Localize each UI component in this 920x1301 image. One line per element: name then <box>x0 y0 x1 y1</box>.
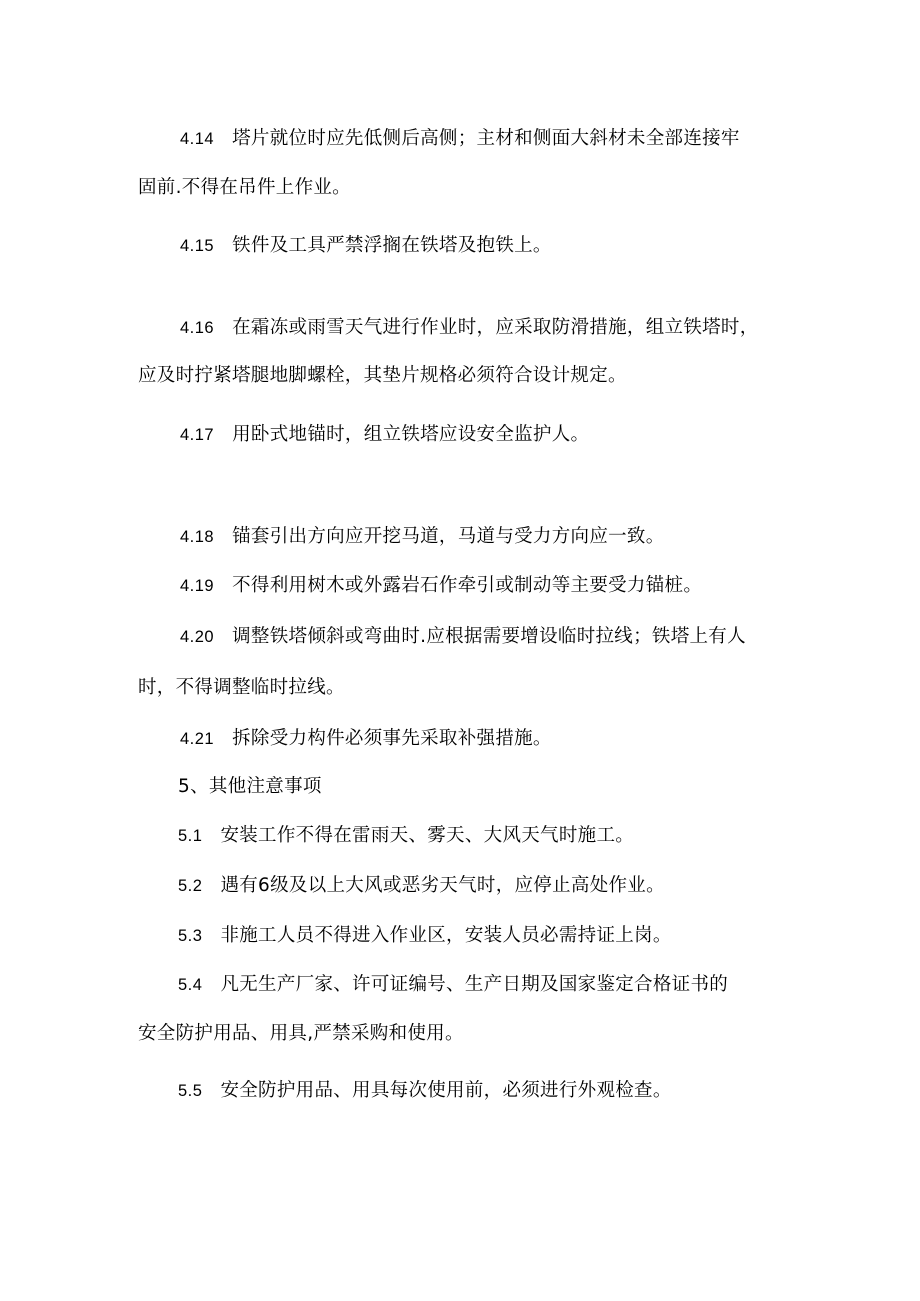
clause-4-20-continuation <box>138 676 345 700</box>
clause-text: 用卧式地锚时，组立铁塔应设安全监护人。 <box>232 424 590 445</box>
clause-text: 拆除受力构件必须事先采取补强措施。 <box>232 728 552 749</box>
clause-5-4-continuation <box>138 1022 464 1046</box>
clause-4-15 <box>180 234 552 258</box>
clause-number: 4.17 <box>180 426 215 444</box>
clause-5-3 <box>178 924 672 948</box>
clause-text: 在霜冻或雨雪天气进行作业时，应采取防滑措施，组立铁塔时， <box>232 317 759 338</box>
clause-text-continued: 应及时拧紧塔腿地脚螺栓，其垫片规格必须符合设计规定。 <box>138 365 627 386</box>
clause-4-18 <box>180 525 665 549</box>
clause-text: 调整铁塔倾斜或弯曲时.应根据需要增设临时拉线；铁塔上有人 <box>232 626 746 647</box>
clause-text: 安装工作不得在雷雨天、雾天、大风天气时施工。 <box>220 825 635 846</box>
clause-text: 凡无生产厂家、许可证编号、生产日期及国家鉴定合格证书的 <box>220 974 729 995</box>
clause-text: 不得利用树木或外露岩石作牵引或制动等主要受力锚桩。 <box>232 575 703 596</box>
clause-4-20 <box>180 625 746 649</box>
clause-text-continued: 固前.不得在吊件上作业。 <box>138 177 351 198</box>
clause-4-17 <box>180 423 589 447</box>
clause-4-16-continuation <box>138 364 627 388</box>
section-5-heading <box>178 775 322 799</box>
clause-text-continued: 安全防护用品、用具,严禁采购和使用。 <box>138 1023 464 1044</box>
clause-text: 铁件及工具严禁浮搁在铁塔及抱铁上。 <box>232 235 552 256</box>
clause-5-5 <box>178 1079 672 1103</box>
clause-number: 4.20 <box>180 628 215 646</box>
clause-number: 5.3 <box>178 927 203 945</box>
clause-number: 4.16 <box>180 319 215 337</box>
clause-number: 5.4 <box>178 976 203 994</box>
clause-text-continued: 时，不得调整临时拉线。 <box>138 677 345 698</box>
clause-number: 4.18 <box>180 528 215 546</box>
clause-5-2 <box>178 874 665 898</box>
clause-number: 4.15 <box>180 237 215 255</box>
clause-number: 4.19 <box>180 577 215 595</box>
clause-text: 安全防护用品、用具每次使用前，必须进行外观检查。 <box>220 1080 672 1101</box>
clause-number: 5.1 <box>178 827 203 845</box>
clause-5-4 <box>178 973 728 997</box>
clause-4-14 <box>180 127 740 151</box>
clause-text: 遇有6级及以上大风或恶劣天气时，应停止高处作业。 <box>220 875 665 896</box>
clause-5-1 <box>178 824 634 848</box>
clause-number: 5.2 <box>178 877 203 895</box>
clause-text: 锚套引出方向应开挖马道，马道与受力方向应一致。 <box>232 526 665 547</box>
clause-text: 塔片就位时应先低侧后高侧；主材和侧面大斜材未全部连接牢 <box>232 128 740 149</box>
clause-4-14-continuation <box>138 176 351 200</box>
clause-number: 5.5 <box>178 1082 203 1100</box>
clause-4-21 <box>180 727 552 751</box>
clause-text: 非施工人员不得进入作业区，安装人员必需持证上岗。 <box>220 925 672 946</box>
clause-4-16 <box>180 316 759 340</box>
section-heading-text: 5、其他注意事项 <box>178 776 322 797</box>
clause-number: 4.14 <box>180 130 215 148</box>
clause-number: 4.21 <box>180 730 215 748</box>
clause-4-19 <box>180 574 702 598</box>
